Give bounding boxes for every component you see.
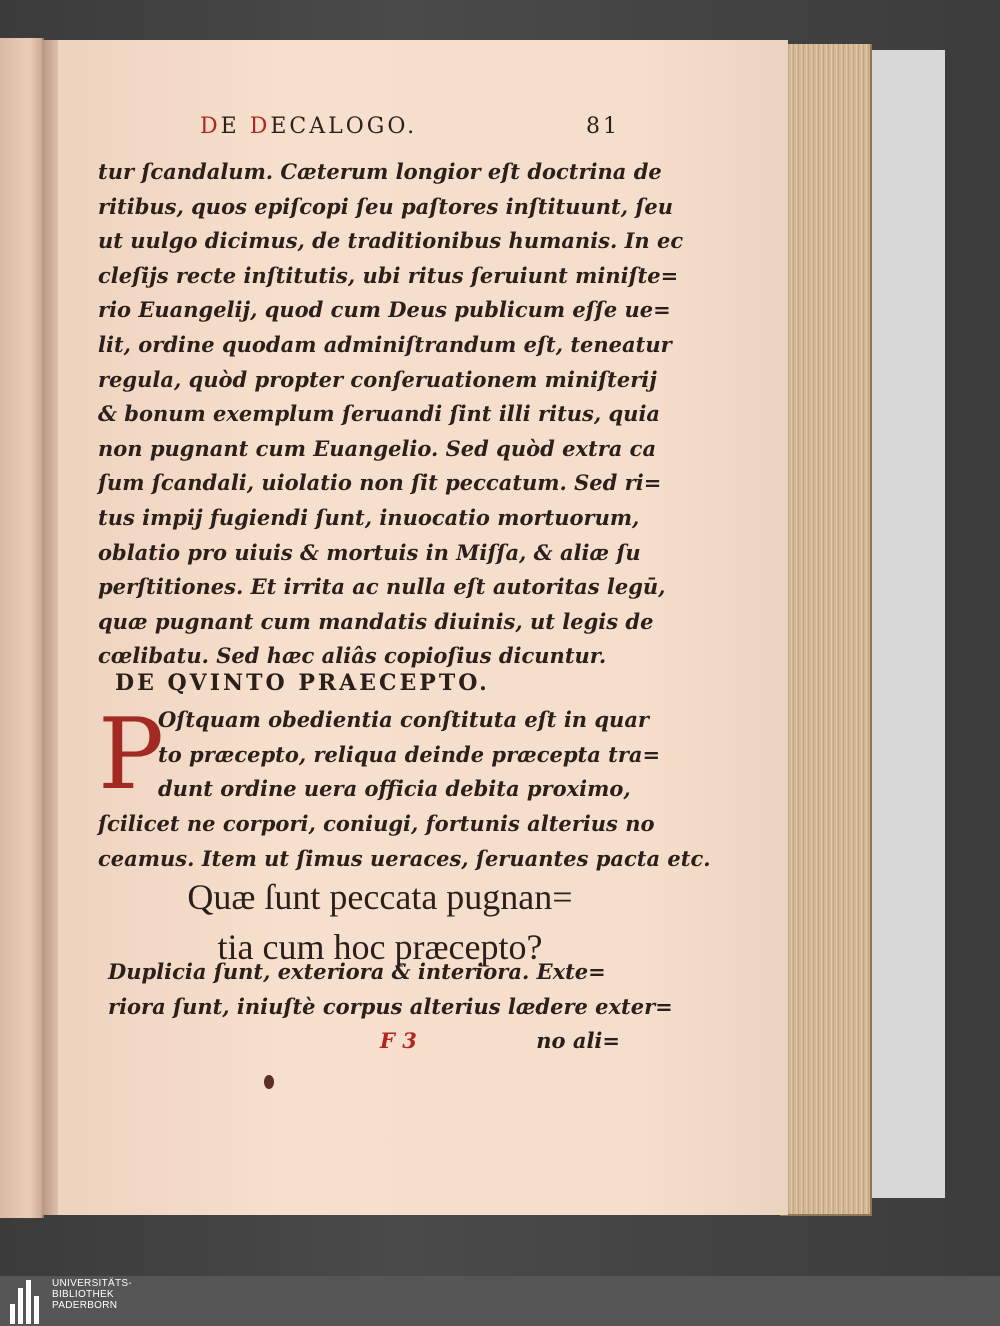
running-header (200, 114, 620, 150)
section-text-indented (158, 703, 661, 807)
text-line: regula, quòd propter conſeruationem miniſterij (98, 366, 657, 392)
signature-line (380, 1028, 620, 1058)
logo-bars-icon (10, 1280, 46, 1324)
text-line: tur ſcandalum. Cæterum longior eſt doctrina de (98, 159, 662, 184)
question-line: Quæ ſunt peccata pugnan= (187, 877, 573, 917)
text-line: Duplicia ſunt, exteriora & interiora. Exte= (108, 959, 606, 984)
catchword: no ali= (536, 1028, 620, 1053)
question-line: tia cum hoc præcepto? (217, 927, 543, 967)
text-line: ceamus. Item ut ſimus ueraces, ſeruantes pacta etc. (98, 845, 711, 871)
text-line: cleſijs recte inſtitutis, ubi ritus ſeruiunt miniſte= (98, 262, 679, 288)
text-line: dunt ordine uera officia debita proximo, (158, 776, 631, 802)
text-line: ut uulgo dicimus, de traditionibus humanis. In ec (98, 228, 684, 254)
section-text (98, 807, 711, 876)
text-line: to præcepto, reliqua deinde præcepta tra= (158, 741, 661, 767)
ink-blot (264, 1075, 274, 1089)
footer-bar (0, 1276, 1000, 1326)
signature-mark: F 3 (380, 1028, 417, 1053)
folio-number: 81 (586, 114, 620, 139)
library-logo (10, 1278, 150, 1324)
text-line: riora ſunt, iniuſtè corpus alterius lædere exter= (108, 993, 673, 1019)
title-text: ECALOGO. (270, 114, 418, 139)
section-heading: DE QVINTO PRAECEPTO. (115, 670, 490, 696)
text-line: ritibus, quos epiſcopi ſeu paſtores inſtituunt, ſeu (98, 193, 674, 219)
text-line: oblatio pro uiuis & mortuis in Miſſa, & aliæ ſu (98, 539, 641, 565)
text-line: ſum ſcandali, uiolatio non ſit peccatum. Sed ri= (98, 470, 662, 496)
main-text (98, 155, 684, 674)
page-edges (780, 44, 872, 1216)
drop-capital: P (98, 698, 164, 812)
text-line: lit, ordine quodam adminiſtrandum eſt, teneatur (98, 331, 672, 357)
title-initial: D (200, 114, 221, 139)
text-line: ſcilicet ne corpori, coniugi, fortunis alterius no (98, 811, 655, 836)
text-line: tus impij fugiendi ſunt, inuocatio mortuorum, (98, 504, 640, 530)
library-name: UNIVERSITÄTS- BIBLIOTHEK PADERBORN (52, 1278, 133, 1311)
text-line: & bonum exemplum ſeruandi ſint illi ritus, quia (98, 401, 661, 427)
text-line: Oſtquam obedientia conſtituta eſt in quar (158, 707, 649, 732)
text-line: quæ pugnant cum mandatis diuinis, ut legis de (98, 608, 654, 634)
running-title (200, 114, 417, 139)
answer-text (108, 955, 673, 1024)
text-line: perſtitiones. Et irrita ac nulla eſt autoritas legū, (98, 574, 666, 600)
text-line: rio Euangelij, quod cum Deus publicum eſſe ue= (98, 297, 671, 323)
title-initial-2: D (249, 114, 271, 139)
title-text-pre: E (220, 114, 250, 139)
left-page-edge (0, 38, 44, 1218)
text-line: non pugnant cum Euangelio. Sed quòd extra ca (98, 435, 657, 461)
backing-card (860, 50, 945, 1198)
text-line: cœlibatu. Sed hæc aliâs copioſius dicuntur. (98, 643, 607, 669)
